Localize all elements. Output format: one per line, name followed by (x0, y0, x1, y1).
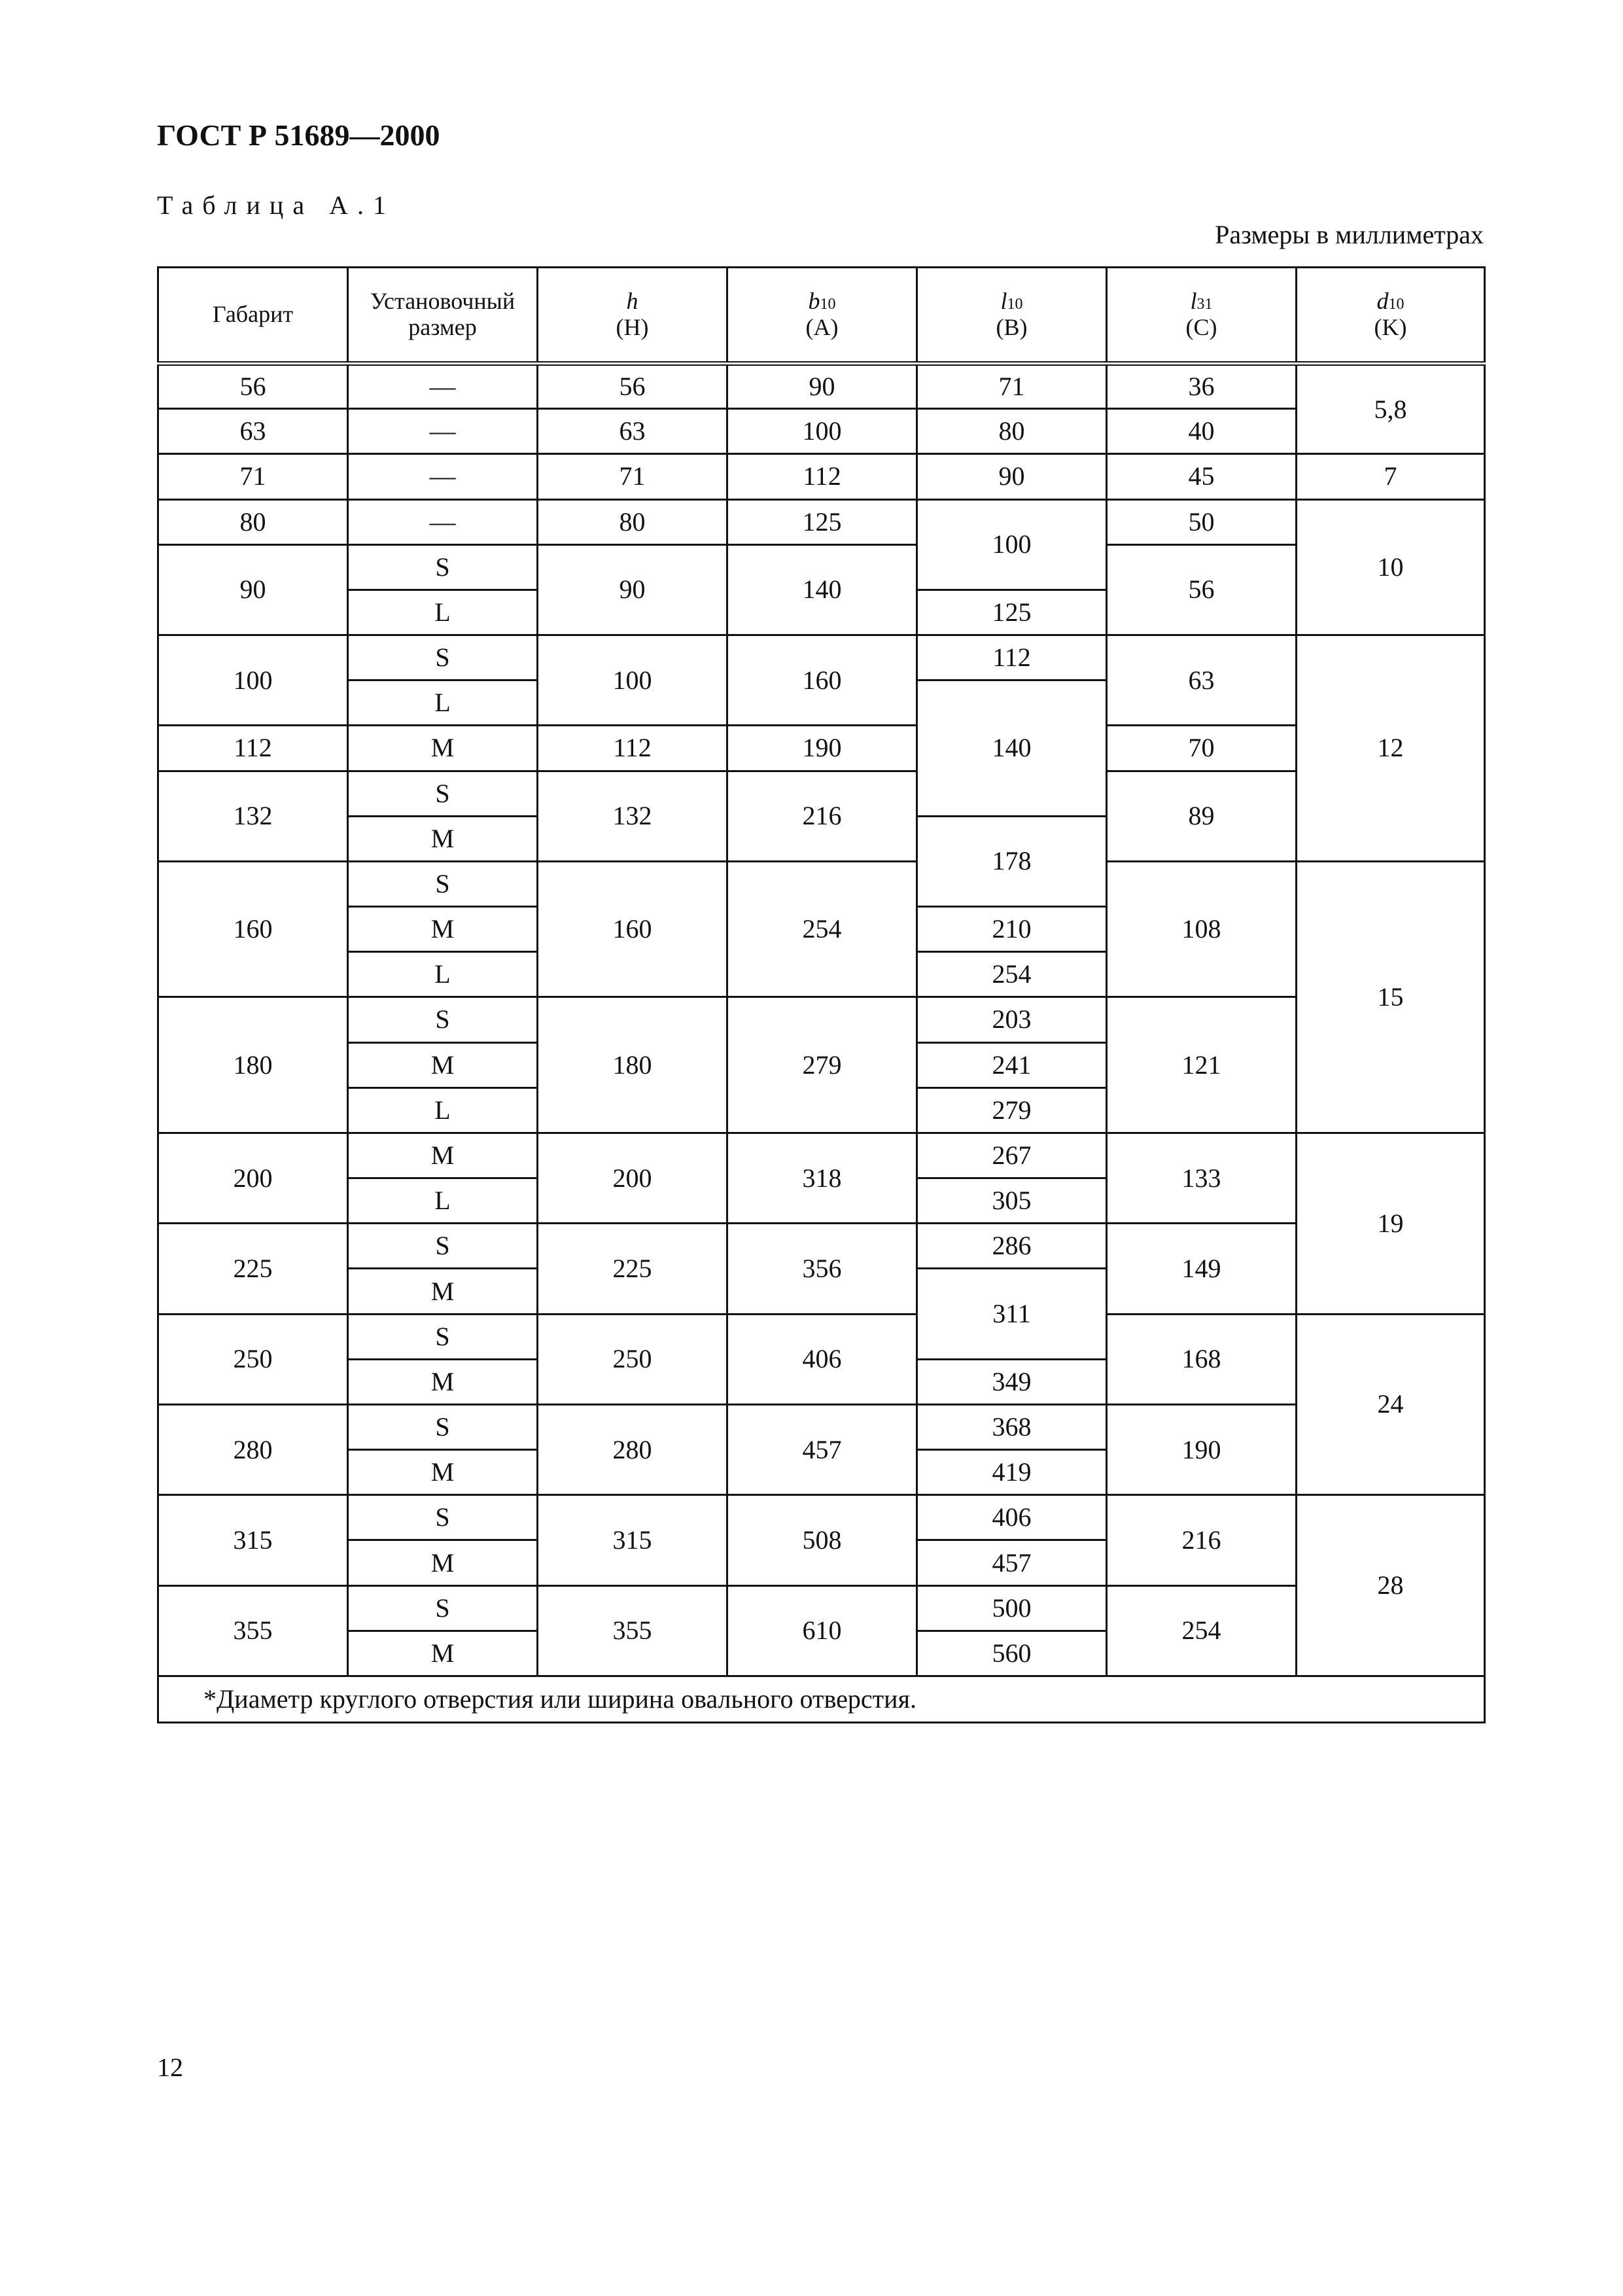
footnote-row (158, 1676, 1485, 1723)
cell-size: 80 (158, 499, 348, 544)
cell-mount: — (348, 364, 538, 409)
cell-l10: 457 (917, 1540, 1107, 1585)
header-mount-line1: Установочный (370, 288, 515, 315)
cell-size: 90 (158, 544, 348, 635)
cell-mount: S (348, 1314, 538, 1359)
cell-h: 100 (538, 635, 727, 726)
table-row (158, 1495, 1485, 1540)
cell-size: 280 (158, 1404, 348, 1494)
cell-h: 63 (538, 409, 727, 454)
cell-mount: M (348, 1631, 538, 1676)
table-row (158, 861, 1485, 906)
table-row (158, 726, 1485, 771)
header-b10-sub: 10 (820, 296, 836, 313)
header-row (158, 268, 1485, 364)
cell-l31: 254 (1107, 1585, 1297, 1676)
cell-h: 355 (538, 1585, 727, 1676)
cell-mount: M (348, 1359, 538, 1404)
header-l31-symbol: l (1190, 288, 1197, 315)
cell-mount: S (348, 1224, 538, 1269)
cell-mount: S (348, 771, 538, 816)
cell-mount: — (348, 409, 538, 454)
cell-l31: 168 (1107, 1314, 1297, 1404)
cell-l31: 45 (1107, 454, 1297, 499)
cell-b10: 190 (727, 726, 917, 771)
header-b10-code: (A) (805, 314, 839, 340)
table-row (158, 1585, 1485, 1631)
cell-d10: 24 (1297, 1314, 1485, 1495)
cell-l10: 305 (917, 1178, 1107, 1224)
cell-l31: 70 (1107, 726, 1297, 771)
cell-l31: 63 (1107, 635, 1297, 726)
cell-b10: 140 (727, 544, 917, 635)
table-row (158, 1314, 1485, 1359)
cell-h: 225 (538, 1224, 727, 1314)
cell-size: 250 (158, 1314, 348, 1404)
cell-l10: 279 (917, 1087, 1107, 1133)
cell-size: 225 (158, 1224, 348, 1314)
header-l31 (1107, 268, 1297, 364)
cell-b10: 112 (727, 454, 917, 499)
cell-mount: M (348, 1540, 538, 1585)
cell-l31: 56 (1107, 544, 1297, 635)
cell-size: 180 (158, 997, 348, 1133)
cell-b10: 160 (727, 635, 917, 726)
cell-l10: 90 (917, 454, 1107, 499)
cell-l10: 112 (917, 635, 1107, 680)
cell-l10: 178 (917, 816, 1107, 906)
cell-mount: L (348, 590, 538, 635)
cell-size: 355 (158, 1585, 348, 1676)
cell-l10: 419 (917, 1450, 1107, 1495)
table-row (158, 771, 1485, 816)
table-row (158, 1224, 1485, 1269)
table-row (158, 635, 1485, 680)
cell-l10: 71 (917, 364, 1107, 409)
header-l10-symbol: l (1000, 288, 1007, 315)
header-h-symbol: h (626, 288, 638, 315)
header-l10-sub: 10 (1007, 296, 1023, 313)
table-row (158, 499, 1485, 544)
cell-l10: 80 (917, 409, 1107, 454)
cell-size: 71 (158, 454, 348, 499)
cell-l31: 190 (1107, 1404, 1297, 1494)
cell-l10: 140 (917, 680, 1107, 817)
cell-l31: 149 (1107, 1224, 1297, 1314)
cell-l31: 121 (1107, 997, 1297, 1133)
cell-d10: 28 (1297, 1495, 1485, 1676)
cell-mount: S (348, 635, 538, 680)
cell-h: 112 (538, 726, 727, 771)
cell-mount: S (348, 1404, 538, 1449)
cell-h: 80 (538, 499, 727, 544)
cell-l10: 100 (917, 499, 1107, 590)
cell-h: 250 (538, 1314, 727, 1404)
cell-mount: M (348, 816, 538, 861)
header-b10-symbol: b (808, 288, 820, 315)
header-l31-sub: 31 (1196, 296, 1213, 313)
cell-h: 160 (538, 861, 727, 997)
table-row (158, 364, 1485, 409)
header-l10-code: (B) (996, 314, 1028, 340)
cell-b10: 254 (727, 861, 917, 997)
cell-mount: M (348, 726, 538, 771)
cell-size: 200 (158, 1133, 348, 1223)
cell-b10: 100 (727, 409, 917, 454)
header-mount-size (348, 268, 538, 364)
cell-size: 112 (158, 726, 348, 771)
cell-mount: S (348, 861, 538, 906)
cell-b10: 279 (727, 997, 917, 1133)
cell-l10: 254 (917, 952, 1107, 997)
cell-mount: M (348, 1269, 538, 1314)
cell-b10: 356 (727, 1224, 917, 1314)
cell-h: 280 (538, 1404, 727, 1494)
cell-h: 200 (538, 1133, 727, 1223)
cell-l10: 349 (917, 1359, 1107, 1404)
cell-l10: 406 (917, 1495, 1107, 1540)
cell-d10: 19 (1297, 1133, 1485, 1314)
cell-h: 90 (538, 544, 727, 635)
cell-d10: 10 (1297, 499, 1485, 635)
cell-l31: 216 (1107, 1495, 1297, 1585)
cell-d10: 12 (1297, 635, 1485, 862)
header-mount-line2: размер (408, 314, 477, 340)
cell-b10: 125 (727, 499, 917, 544)
cell-d10: 15 (1297, 861, 1485, 1133)
table-footnote: *Диаметр круглого отверстия или ширина овального отверстия. (158, 1676, 1485, 1723)
table-row (158, 409, 1485, 454)
cell-l31: 50 (1107, 499, 1297, 544)
table-row (158, 1404, 1485, 1449)
header-d10-symbol: d (1376, 288, 1389, 315)
cell-l10: 210 (917, 907, 1107, 952)
cell-b10: 457 (727, 1404, 917, 1494)
header-d10 (1297, 268, 1485, 364)
header-d10-code: (K) (1374, 314, 1407, 340)
cell-mount: — (348, 454, 538, 499)
header-h (538, 268, 727, 364)
cell-b10: 610 (727, 1585, 917, 1676)
cell-mount: L (348, 1178, 538, 1224)
cell-size: 160 (158, 861, 348, 997)
cell-l10: 267 (917, 1133, 1107, 1178)
cell-l31: 36 (1107, 364, 1297, 409)
cell-mount: S (348, 544, 538, 590)
cell-l31: 40 (1107, 409, 1297, 454)
cell-b10: 406 (727, 1314, 917, 1404)
cell-size: 63 (158, 409, 348, 454)
page-number: 12 (157, 2053, 183, 2082)
header-b10 (727, 268, 917, 364)
cell-mount: — (348, 499, 538, 544)
cell-mount: S (348, 1495, 538, 1540)
cell-l31: 108 (1107, 861, 1297, 997)
cell-b10: 508 (727, 1495, 917, 1585)
cell-l10: 311 (917, 1269, 1107, 1359)
cell-h: 180 (538, 997, 727, 1133)
cell-h: 71 (538, 454, 727, 499)
cell-mount: M (348, 1133, 538, 1178)
cell-l10: 286 (917, 1224, 1107, 1269)
header-d10-sub: 10 (1388, 296, 1405, 313)
table-caption: Таблица А.1 (157, 190, 395, 220)
cell-size: 56 (158, 364, 348, 409)
cell-l10: 500 (917, 1585, 1107, 1631)
header-l10 (917, 268, 1107, 364)
header-l31-code: (C) (1185, 314, 1217, 340)
cell-mount: S (348, 997, 538, 1042)
cell-size: 100 (158, 635, 348, 726)
cell-h: 56 (538, 364, 727, 409)
cell-l31: 133 (1107, 1133, 1297, 1223)
cell-l10: 125 (917, 590, 1107, 635)
cell-h: 315 (538, 1495, 727, 1585)
cell-l10: 203 (917, 997, 1107, 1042)
table-row (158, 544, 1485, 590)
dimensions-table (157, 266, 1486, 1723)
cell-h: 132 (538, 771, 727, 861)
units-note: Размеры в миллиметрах (1215, 220, 1484, 249)
cell-mount: L (348, 680, 538, 726)
cell-mount: L (348, 952, 538, 997)
cell-l31: 89 (1107, 771, 1297, 861)
cell-size: 132 (158, 771, 348, 861)
cell-mount: S (348, 1585, 538, 1631)
table-row (158, 1133, 1485, 1178)
cell-d10: 5,8 (1297, 364, 1485, 454)
cell-mount: M (348, 1450, 538, 1495)
cell-mount: M (348, 1042, 538, 1087)
cell-l10: 241 (917, 1042, 1107, 1087)
cell-size: 315 (158, 1495, 348, 1585)
cell-b10: 216 (727, 771, 917, 861)
cell-l10: 560 (917, 1631, 1107, 1676)
cell-b10: 90 (727, 364, 917, 409)
cell-d10: 7 (1297, 454, 1485, 499)
cell-mount: L (348, 1087, 538, 1133)
table-row (158, 997, 1485, 1042)
table-row (158, 454, 1485, 499)
cell-l10: 368 (917, 1404, 1107, 1449)
cell-b10: 318 (727, 1133, 917, 1223)
header-h-code: (H) (616, 314, 649, 340)
document-title: ГОСТ Р 51689—2000 (157, 118, 440, 152)
header-size: Габарит (158, 268, 348, 364)
cell-mount: M (348, 907, 538, 952)
